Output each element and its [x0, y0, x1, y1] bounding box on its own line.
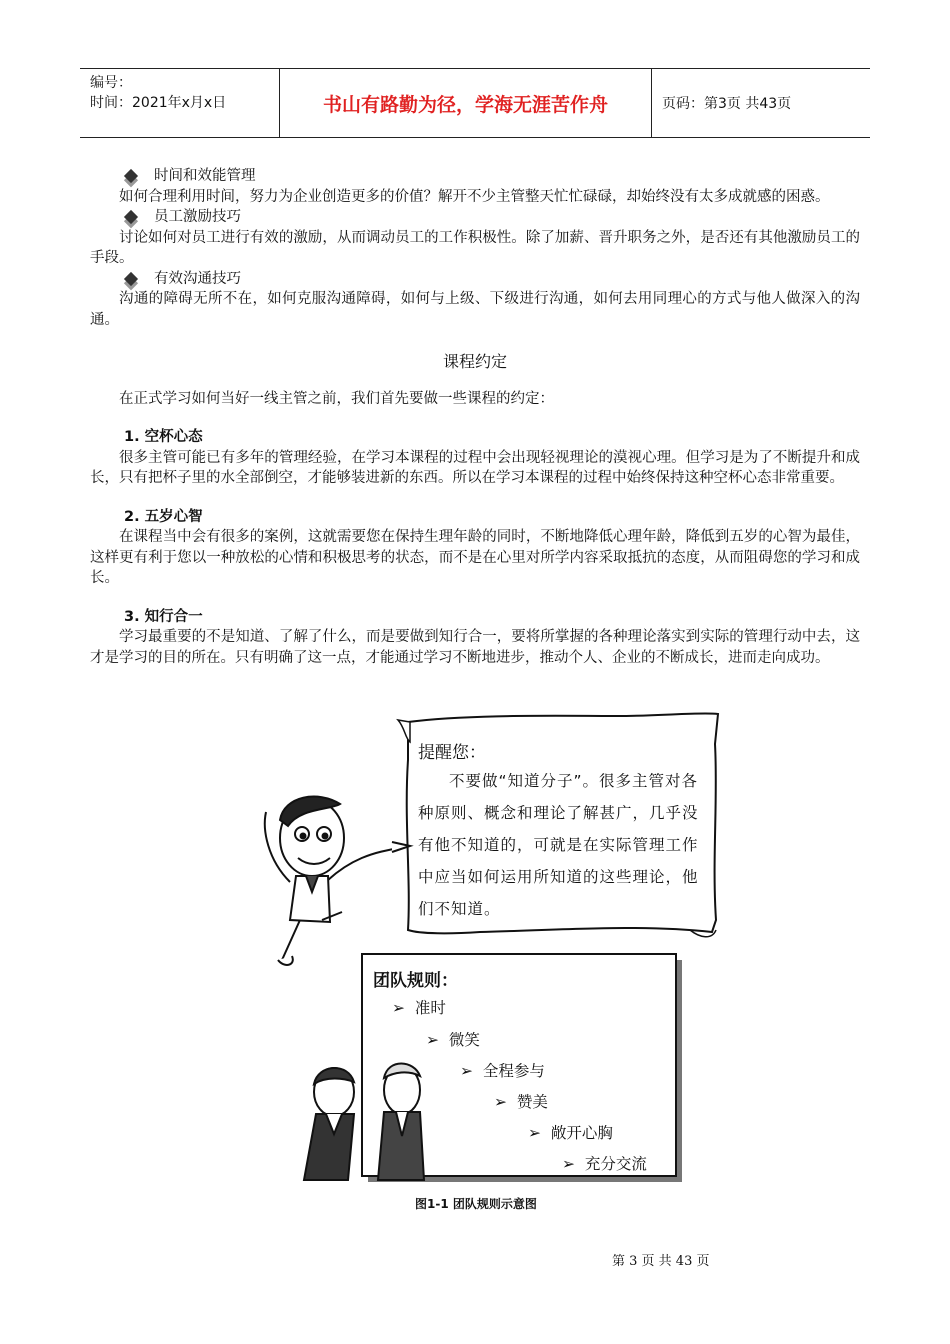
figure-caption: 图1-1 团队规则示意图 [415, 1197, 537, 1211]
item-body: 很多主管可能已有多年的管理经验，在学习本课程的过程中会出现轻视理论的漠视心理。但学习是为了不断提升和成长，只有把杯子里的水全部倒空，才能够装进新的东西。所以在学习本课程的过程中始终保持这种空杯心态非常重要。 [90, 449, 860, 486]
header-page-label: 页码：第3页 共43页 [662, 96, 792, 112]
pointing-man-cartoon [265, 797, 410, 965]
note-curl [398, 720, 410, 742]
rule-item: ➢ 微笑 [426, 1031, 480, 1049]
section-body: 如何合理利用时间，努力为企业创造更多的价值？解开不少主管整天忙忙碌碌，却始终没有太多成就感的困惑。 [119, 188, 830, 205]
rule-label: 充分交流 [584, 1155, 647, 1173]
header-motto: 书山有路勤为径，学海无涯苦作舟 [280, 69, 652, 137]
rule-label: 微笑 [448, 1031, 480, 1049]
reminder-text [418, 765, 700, 925]
item-heading: 2. 五岁心智 [124, 508, 203, 525]
item-body: 在课程当中会有很多的案例，这就需要您在保持生理年龄的同时，不断地降低心理年龄，降低到五岁的心智为最佳，这样更有利于您以一种放松的心情和积极思考的状态，而不是在心里对所学内容采取抵抗的态度，从而阻碍您的学习和成长。 [90, 529, 860, 586]
item-heading: 1. 空杯心态 [124, 429, 203, 445]
rule-item: ➢ 赞美 [494, 1093, 548, 1111]
item-body: 学习最重要的不是知道、了解了什么，而是要做到知行合一，要将所掌握的各种理论落实到实际的管理行动中去，这才是学习的目的所在。只有明确了这一点，才能通过学习不断地进步，推动个人、企业的不断成长，进而走向成功。 [90, 629, 860, 666]
section-title: 员工激励技巧 [154, 209, 241, 225]
rule-label: 准时 [414, 999, 446, 1017]
rule-item: ➢ 充分交流 [562, 1155, 647, 1173]
rule-item: ➢ 准时 [392, 999, 446, 1017]
section-title: 时间和效能管理 [154, 168, 256, 184]
section-body: 讨论如何对员工进行有效的激励，从而调动员工的工作积极性。除了加薪、晋升职务之外，是否还有其他激励员工的手段。 [90, 229, 860, 266]
rule-label: 赞美 [516, 1093, 548, 1111]
course-intro: 在正式学习如何当好一线主管之前，我们首先要做一些课程的约定： [119, 390, 554, 407]
rule-item: ➢ 全程参与 [460, 1062, 545, 1080]
page-footer: 第 3 页 共 43 页 [612, 1254, 710, 1269]
rule-label: 全程参与 [482, 1062, 545, 1080]
reminder-title: 提醒您： [418, 743, 486, 763]
rule-label: 敞开心胸 [550, 1124, 613, 1142]
section-title: 有效沟通技巧 [154, 270, 241, 287]
date-label: 时间：2021年x月x日 [90, 95, 227, 111]
team-rules-title: 团队规则： [373, 971, 458, 991]
item-heading: 3. 知行合一 [124, 608, 203, 625]
number-label: 编号： [90, 75, 132, 91]
course-title: 课程约定 [442, 352, 507, 371]
reminder-body: 不要做“知道分子”。很多主管对各种原则、概念和理论了解甚广，几乎没有他不知道的，可就是在实际管理工作中应当如何运用所知道的这些理论，他们不知道。 [418, 772, 699, 918]
rule-item: ➢ 敞开心胸 [528, 1124, 613, 1142]
section-body: 沟通的障碍无所不在，如何克服沟通障碍，如何与上级、下级进行沟通，如何去用同理心的方式与他人做深入的沟通。 [90, 291, 860, 328]
